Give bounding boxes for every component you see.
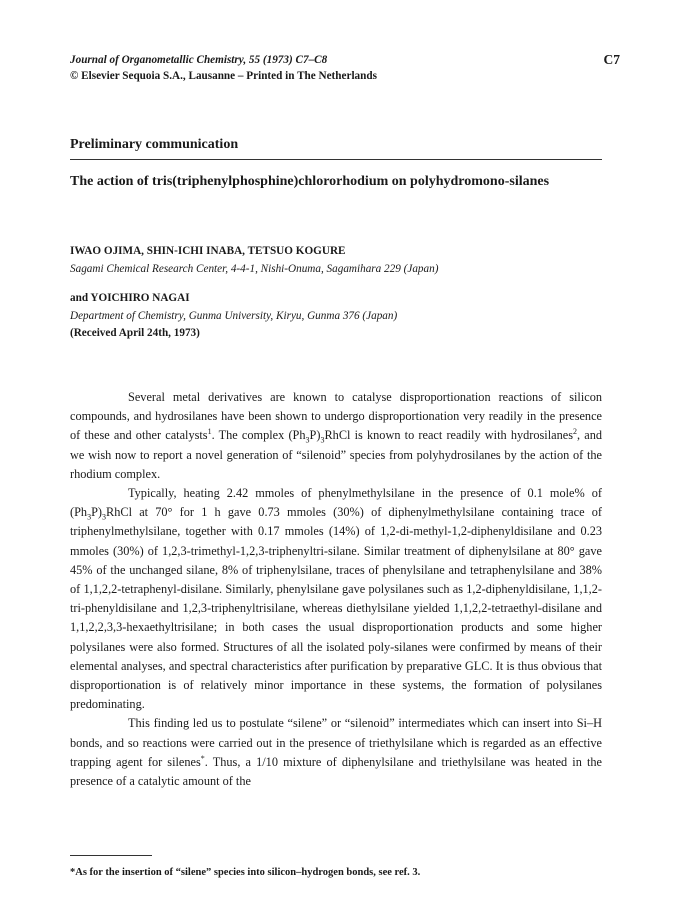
reference-2: 2 <box>572 427 577 437</box>
footnote-rule <box>70 855 152 856</box>
publisher-line: © Elsevier Sequoia S.A., Lausanne – Printed in The Netherlands <box>70 70 377 82</box>
journal-citation: Journal of Organometallic Chemistry, 55 (1973) C7–C8 <box>70 54 328 66</box>
footnote-marker: * <box>200 753 205 763</box>
reference-1: 1 <box>207 427 212 437</box>
paragraph-2: Typically, heating 2.42 mmoles of phenylmethylsilane in the presence of 0.1 mole% of $(Ph_3P)_3RhCl$ at 70° for 1 h gave 0.73 mmoles (30%) of diphenylmethylsilane containing trace of triphenylmethylsilane, together with 0.17 mmoles (14%) of 1,2-di-methyl-1,2-diphenyldisilane and 0.23 mmoles (30%) of 1,2,3-trimethyl-1,2,3-triphenyltri-silane. Similar treatment of diphenylsilane at 80° gave 45% of the unchanged silane, 8% of triphenylsilane, traces of phenylsilane and tetraphenylsilane and 38% of 1,1,2,2-tetraphenyl-disilane. Similarly, phenylsilane gave polysilanes such as 1,2-diphenyldisilane, 1,1,2-tri-phenyldisilane and 1,2,3-triphenyltrisilane, whereas diethylsilane yielded 1,1,2,2-tetraethyl-disilane and 1,1,2,2,3,3-hexaethyltrisilane; in both cases the usual disproportionation products and some higher polysilanes were also formed. Structures of all the isolated poly-silanes were confirmed by means of their elemental analyses, and spectral characteristics after purification by preparative GLC. It is thus obvious that disproportionation is of relatively minor importance in these systems, the formation of polysilanes predominating. <box>70 486 602 712</box>
paragraph-3: This finding led us to postulate “silene” or “silenoid” intermediates which can insert into Si–H bonds, and so reactions were carried out in the presence of triethylsilane which is regarded as an effective trapping agent for silenes*. Thus, a 1/10 mixture of diphenylsilane and triethylsilane was heated in the presence of a catalytic amount of the <box>70 716 602 789</box>
received-date: (Received April 24th, 1973) <box>70 327 200 339</box>
authors-secondary: and YOICHIRO NAGAI <box>70 292 190 304</box>
article-body <box>70 388 602 791</box>
affiliation-primary: Sagami Chemical Research Center, 4-4-1, Nishi-Onuma, Sagamihara 229 (Japan) <box>70 263 439 275</box>
paragraph-1: Several metal derivatives are known to catalyse disproportionation reactions of silicon compounds, and hydrosilanes have been shown to undergo disproportionation very readily in the presence of these and other catalysts$^1$. The complex $(Ph_3P)_3RhCl$ is known to react readily with hydrosilanes$^2$, and we wish now to report a novel generation of “silenoid” species from polyhydrosilanes by the action of the rhodium complex. <box>70 390 602 481</box>
footnote: *As for the insertion of “silene” species into silicon–hydrogen bonds, see ref. 3. <box>70 867 421 878</box>
authors-primary: IWAO OJIMA, SHIN-ICHI INABA, TETSUO KOGURE <box>70 245 346 257</box>
affiliation-secondary: Department of Chemistry, Gunma University, Kiryu, Gunma 376 (Japan) <box>70 310 398 322</box>
article-title: The action of tris(triphenylphosphine)chlororhodium on polyhydromono-silanes <box>70 174 550 189</box>
page-number: C7 <box>603 52 620 67</box>
section-label: Preliminary communication <box>70 137 239 152</box>
section-rule <box>70 159 602 160</box>
